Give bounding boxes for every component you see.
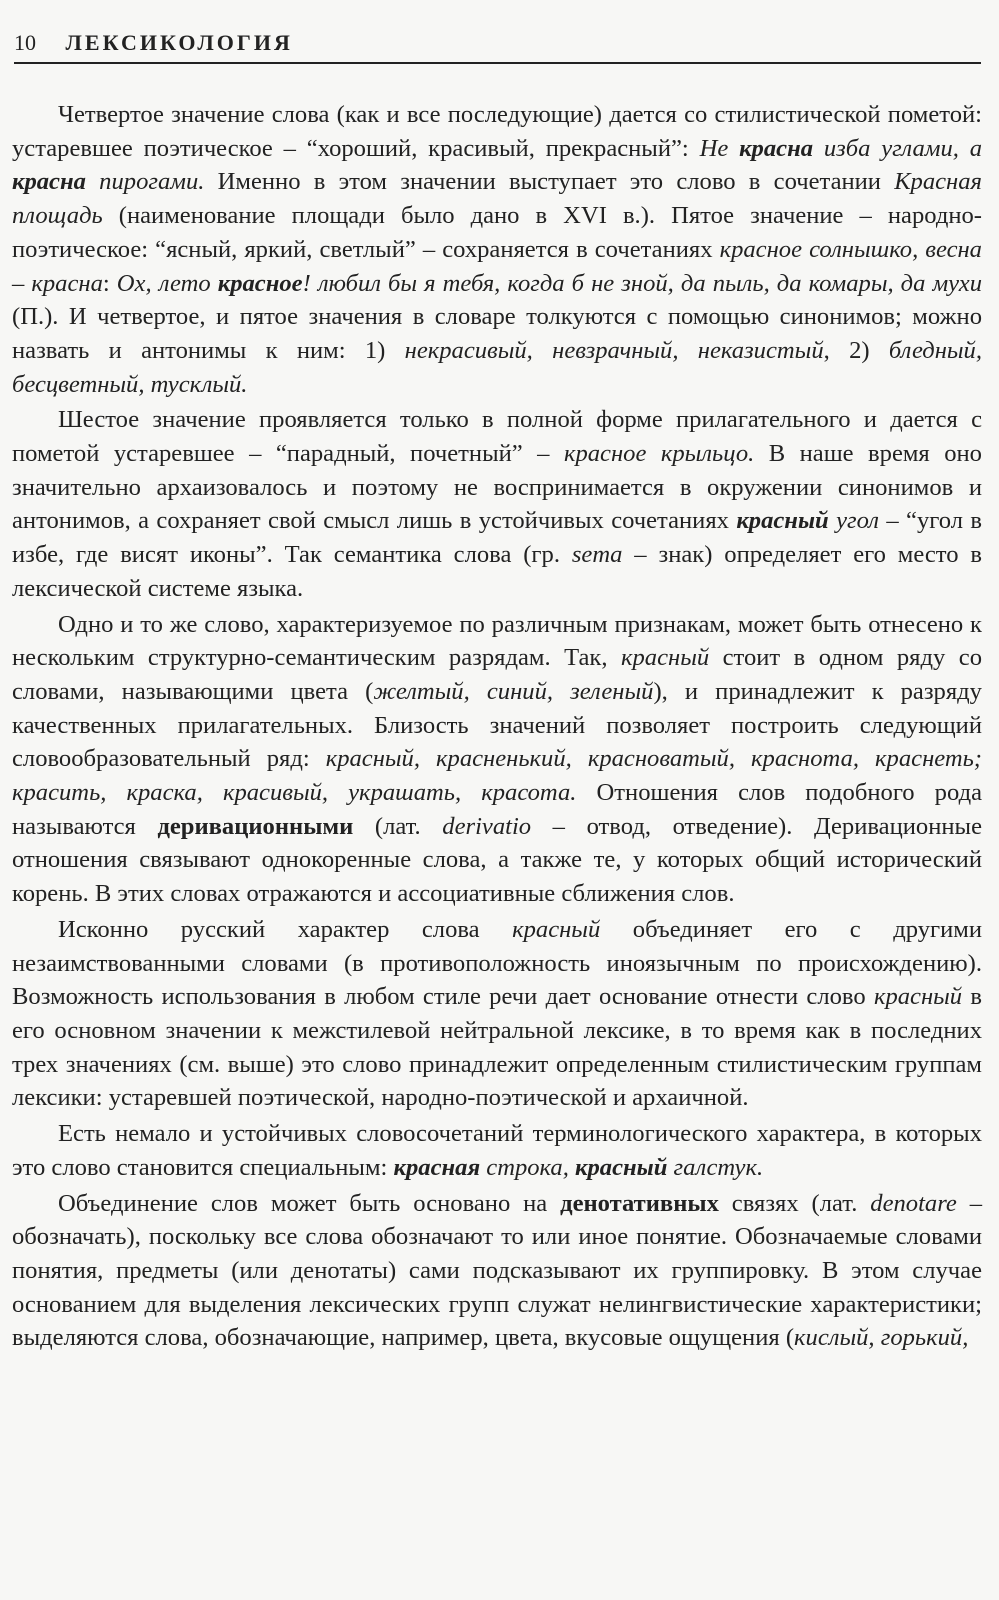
paragraph <box>12 608 982 911</box>
italic-text: изба углами, а <box>813 134 983 162</box>
italic-text: Красная площадь <box>12 168 982 230</box>
text-run: Шестое значение проявляется только в полной форме прилагательного и дается с пометой устаревшее – “парадный, почетный” – <box>12 406 982 468</box>
bold-italic-text: красное <box>217 269 303 297</box>
bold-italic-text: красная <box>393 1153 481 1181</box>
italic-text: желтый, синий, зеленый <box>373 677 654 705</box>
italic-text: пирогами. <box>85 168 205 196</box>
italic-text: строка, <box>480 1153 576 1181</box>
italic-text: sema <box>571 541 623 569</box>
text-run: Одно и то же слово, характеризуемое по различным признакам, может быть отнесено к нескольким структурно-семантическим разрядам. Так, <box>12 610 982 672</box>
text-run: В наше время оно значительно архаизовалось и поэтому не воспринимается в окружении синонимов и антонимов, а сохраняет свой смысл лишь в устойчивых сочетаниях <box>12 440 982 535</box>
italic-text: denotare <box>870 1189 957 1217</box>
italic-text: кислый, горький, <box>794 1324 969 1352</box>
italic-text: Ох, лето <box>116 269 218 297</box>
text-run: – “угол в избе, где висят иконы”. Так семантика слова (гр. <box>12 507 982 569</box>
italic-text: Не <box>699 134 740 162</box>
body-text <box>12 98 982 1355</box>
paragraph <box>12 1117 982 1184</box>
text-run: : <box>102 269 117 297</box>
italic-text: галстук. <box>667 1153 764 1181</box>
italic-text: красный <box>512 915 601 943</box>
text-run: Исконно русский характер слова <box>58 915 513 943</box>
paragraph <box>12 913 982 1115</box>
bold-italic-text: красный <box>575 1153 668 1181</box>
text-run: – обозначать), поскольку все слова обозначают то или иное понятие. Обозначаемые словами понятия, предметы (или денотаты) сами подсказывают их группировку. В этом случае основанием для выделения лексических групп служат нелингвистические характеристики; выделяются слова, обозначающие, например, цвета, вкусовые ощущения ( <box>12 1189 982 1352</box>
italic-text: красный <box>620 644 710 672</box>
text-run: Объединение слов может быть основано на <box>58 1189 561 1217</box>
italic-text: derivatio <box>442 812 532 840</box>
text-run: ), и принадлежит к разряду качественных прилагательных. Близость значений позволяет построить следующий словообразовательный ряд: <box>12 677 982 773</box>
text-run: Четвертое значение слова (как и все последующие) дается со стилистической пометой: устаревшее поэтическое – “хороший, красивый, прекрасный”: <box>12 101 982 162</box>
text-run: в его основном значении к межстилевой нейтральной лексике, в то время как в последних трех значениях (см. выше) это слово принадлежит определенным стилистическим группам лексики: устаревшей поэтической, народно-поэтической и архаичной. <box>12 983 982 1112</box>
page-number: 10 <box>14 30 36 55</box>
italic-text: бледный, бесцветный, тусклый. <box>12 336 982 398</box>
italic-text: некрасивый, невзрачный, неказистый <box>404 336 824 364</box>
text-run: (лат. <box>353 812 443 840</box>
text-run: , 2) <box>823 336 889 364</box>
paragraph <box>12 403 982 605</box>
text-run: Отношения слов подобного рода называются <box>12 779 982 840</box>
text-run: (наименование площади было дано в XVI в.). Пятое значение – народно-поэтическое: “ясный, яркий, светлый” – сохраняется в сочетаниях <box>12 202 982 263</box>
bold-term: деривационными <box>157 812 354 840</box>
italic-text: красное солнышко, весна – красна <box>12 235 982 297</box>
page-header <box>14 30 981 64</box>
italic-text: красный, красненький, красноватый, краснота, краснеть; красить, краска, красивый, украшать, красота. <box>12 745 983 807</box>
italic-text: угол <box>828 507 879 535</box>
bold-italic-text: красный <box>736 507 829 535</box>
italic-text: красное крыльцо. <box>563 440 755 468</box>
text-run: – знак) определяет его место в лексической системе языка. <box>12 541 982 602</box>
italic-text: ! любил бы я тебя, когда б не зной, да пыль, да комары, да мухи <box>302 269 982 297</box>
text-run: Есть немало и устойчивых словосочетаний терминологического характера, в которых это слово становится специальным: <box>12 1120 982 1181</box>
italic-text: красный <box>873 983 963 1011</box>
paragraph <box>12 1187 982 1356</box>
bold-term: денотативных <box>560 1189 719 1217</box>
text-run: объединяет его с другими незаимствованными словами (в противоположность иноязычным по происхождению). Возможность использования в любом стиле речи дает основание отнести слово <box>12 915 982 1011</box>
text-run: связях (лат. <box>718 1189 871 1217</box>
bold-italic-text: красна <box>12 168 86 196</box>
text-run: (П.). И четвертое, и пятое значения в словаре толкуются с помощью синонимов; можно назвать и антонимы к ним: 1) <box>12 303 982 364</box>
text-run: Именно в этом значении выступает это слово в сочетании <box>204 168 895 196</box>
bold-italic-text: красна <box>739 134 814 162</box>
running-title: ЛЕКСИКОЛОГИЯ <box>65 30 293 55</box>
paragraph <box>12 98 982 401</box>
text-run: – отвод, отведение). Деривационные отношения связывают однокоренные слова, а также те, у которых общий исторический корень. В этих словах отражаются и ассоциативные сближения слов. <box>12 812 982 908</box>
text-run: стоит в одном ряду со словами, называющими цвета ( <box>12 644 982 705</box>
